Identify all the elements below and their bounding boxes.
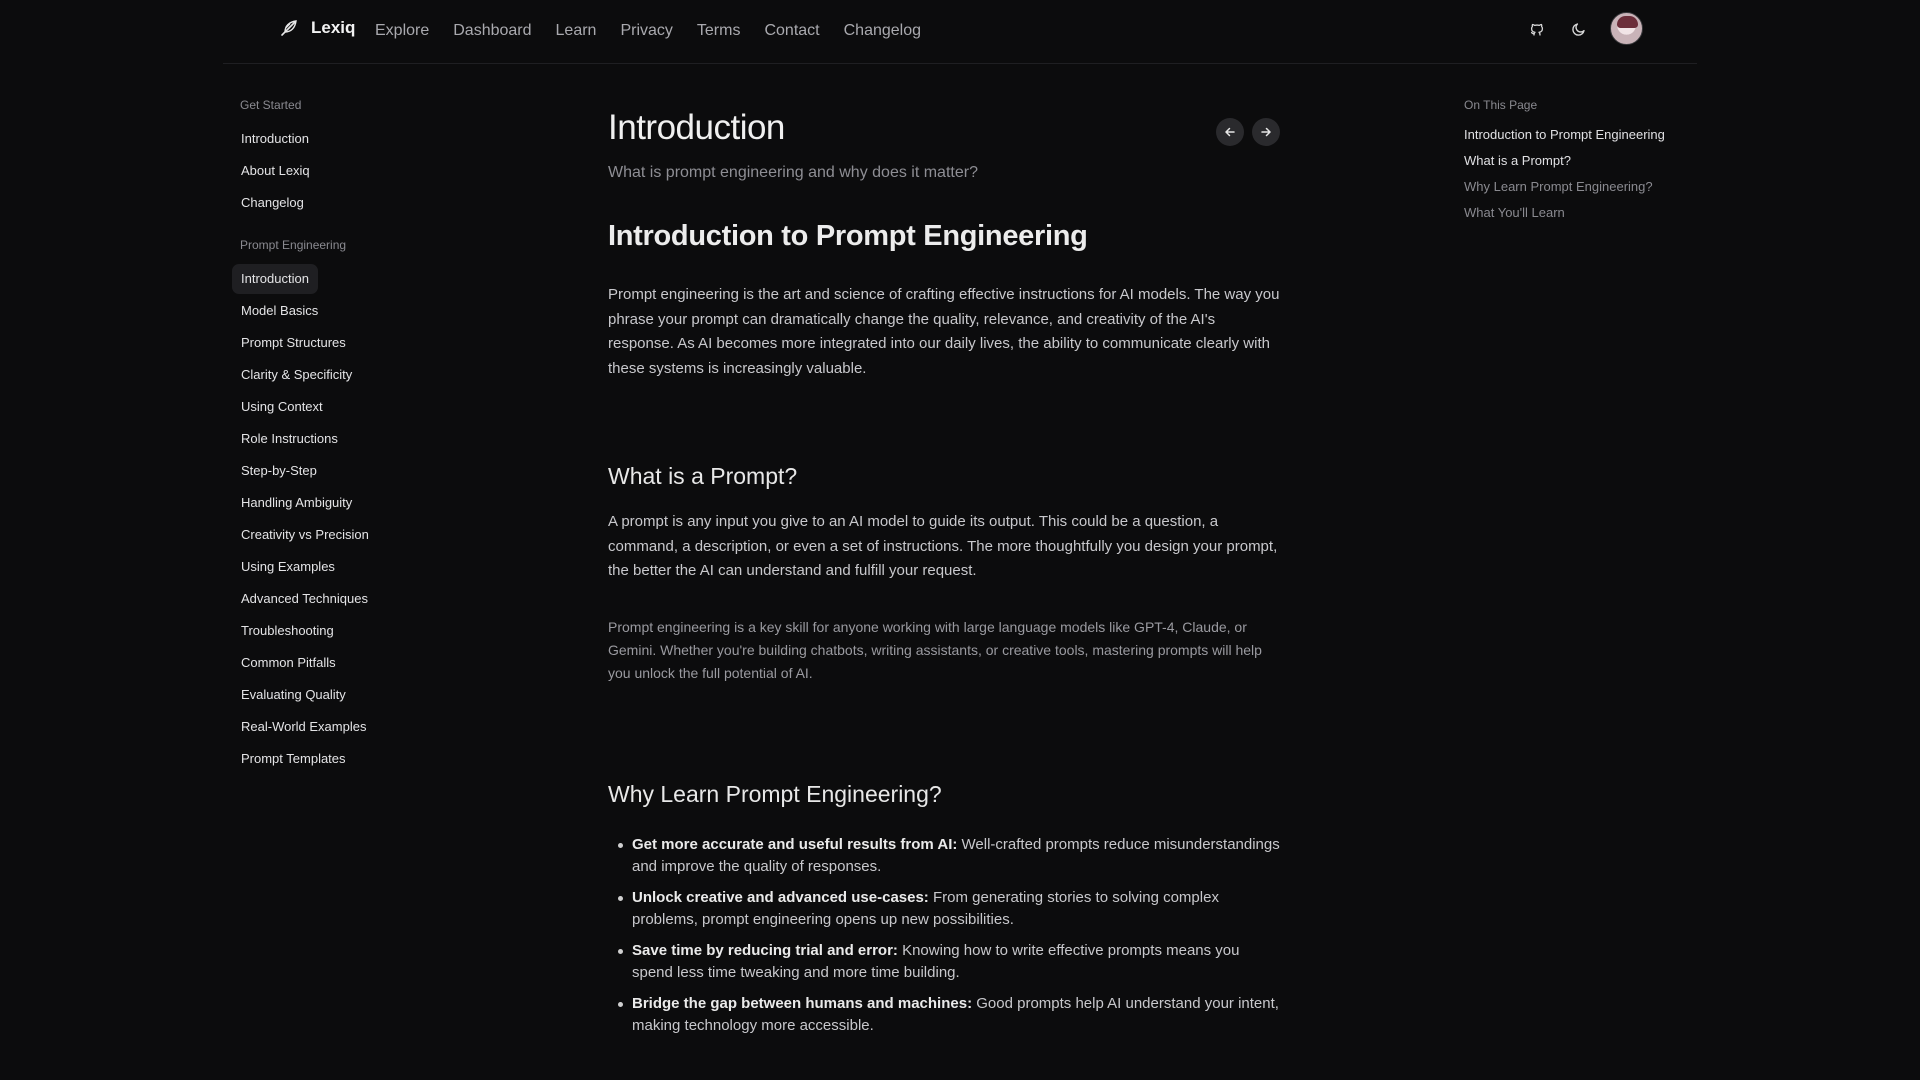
bullet-text: From generating stories to solving complex problems, prompt engineering opens up new possibilities.: [632, 888, 1219, 928]
list-item: [608, 993, 1280, 1038]
sidebar-item-role-instructions[interactable]: Role Instructions: [241, 431, 338, 446]
toc-item[interactable]: Introduction to Prompt Engineering: [1464, 127, 1665, 142]
toc-title: On This Page: [1464, 98, 1538, 112]
page-subtitle: What is prompt engineering and why does it matter?: [608, 164, 978, 181]
theme-toggle-button[interactable]: [1568, 18, 1590, 40]
sidebar-item-step-by-step[interactable]: Step-by-Step: [241, 463, 317, 478]
brand[interactable]: [279, 18, 355, 38]
sidebar-item-using-examples[interactable]: Using Examples: [241, 559, 335, 574]
sidebar-item-changelog[interactable]: Changelog: [241, 195, 304, 210]
bullet-bold: Save time by reducing trial and error:: [632, 941, 898, 959]
page-title: Introduction: [608, 108, 785, 147]
arrow-left-icon: [1223, 125, 1237, 139]
sidebar-item-creativity-vs-precision[interactable]: Creativity vs Precision: [241, 527, 369, 542]
sidebar-item-clarity-specificity[interactable]: Clarity & Specificity: [241, 367, 353, 382]
prompt-paragraph: A prompt is any input you give to an AI model to guide its output. This could be a question, a command, a description, or even a set of instructions. The more thoughtfully you design your prompt, the better the AI can understand and fulfill your request.: [608, 513, 1278, 579]
nav-terms[interactable]: Terms: [696, 22, 741, 39]
bullet-bold: Unlock creative and advanced use-cases:: [632, 888, 929, 906]
sidebar-item-handling-ambiguity[interactable]: Handling Ambiguity: [241, 495, 353, 510]
sidebar-item-evaluating-quality[interactable]: Evaluating Quality: [241, 687, 346, 702]
prompt-note-paragraph: Prompt engineering is a key skill for anyone working with large language models like GPT-4, Claude, or Gemini. Whether you're building chatbots, writing assistants, or creative tools, mastering prompts will help you unlock the full potential of AI.: [608, 618, 1262, 681]
nav-dashboard[interactable]: Dashboard: [453, 22, 532, 39]
toc-item[interactable]: What is a Prompt?: [1464, 153, 1571, 168]
nav-explore[interactable]: Explore: [375, 22, 430, 39]
next-page-button[interactable]: [1252, 118, 1280, 146]
nav-privacy[interactable]: Privacy: [620, 22, 673, 39]
moon-icon: [1571, 21, 1587, 37]
brand-name: Lexiq: [311, 18, 356, 37]
list-item: [608, 834, 1280, 879]
toc-item[interactable]: What You'll Learn: [1464, 205, 1565, 220]
sidebar-item-prompt-structures[interactable]: Prompt Structures: [241, 335, 346, 350]
sidebar-list-prompt-engineering: [232, 264, 432, 774]
bullet-text: Well-crafted prompts reduce misunderstandings and improve the quality of responses.: [632, 835, 1280, 875]
sidebar-item-about-lexiq[interactable]: About Lexiq: [241, 163, 310, 178]
sidebar-group-title-get-started: Get Started: [240, 98, 302, 112]
on-this-page-toc: [1464, 96, 1684, 230]
sidebar-list-get-started: [232, 124, 432, 218]
sidebar-item-introduction[interactable]: Introduction: [232, 264, 318, 294]
sidebar-item-real-world-examples[interactable]: Real-World Examples: [241, 719, 367, 734]
top-navbar: [223, 0, 1697, 64]
bullet-text: Knowing how to write effective prompts means you spend less time tweaking and more time building.: [632, 941, 1240, 981]
list-item: [608, 940, 1280, 985]
toc-item[interactable]: Why Learn Prompt Engineering?: [1464, 179, 1653, 194]
user-avatar[interactable]: [1610, 12, 1643, 45]
sidebar-item-introduction[interactable]: Introduction: [241, 131, 309, 146]
github-button[interactable]: [1526, 18, 1548, 40]
sidebar-item-model-basics[interactable]: Model Basics: [241, 303, 319, 318]
sidebar-group-title-prompt-engineering: Prompt Engineering: [240, 238, 347, 252]
section-heading-what-is-prompt: What is a Prompt?: [608, 463, 798, 489]
section-heading-why-learn: Why Learn Prompt Engineering?: [608, 780, 942, 807]
nav-contact[interactable]: Contact: [764, 22, 820, 39]
main-content: [608, 108, 1280, 1046]
nav-learn[interactable]: Learn: [555, 22, 597, 39]
intro-paragraph: Prompt engineering is the art and science of crafting effective instructions for AI models. The way you phrase your prompt can dramatically change the quality, relevance, and creativity of the AI's response. As AI becomes more integrated into our daily lives, the ability to communicate clearly with these systems is increasingly valuable.: [608, 286, 1280, 377]
sidebar-item-advanced-techniques[interactable]: Advanced Techniques: [241, 591, 368, 606]
bullet-bold: Bridge the gap between humans and machines:: [632, 994, 973, 1012]
list-item: [608, 887, 1280, 932]
left-sidebar: [232, 96, 432, 776]
sidebar-item-using-context[interactable]: Using Context: [241, 399, 323, 414]
arrow-right-icon: [1259, 125, 1273, 139]
sidebar-item-troubleshooting[interactable]: Troubleshooting: [241, 623, 334, 638]
sidebar-item-prompt-templates[interactable]: Prompt Templates: [241, 751, 346, 766]
toc-list: [1464, 126, 1684, 222]
feather-icon: [279, 18, 299, 38]
github-icon: [1529, 21, 1545, 37]
section-heading-introduction: Introduction to Prompt Engineering: [608, 220, 1088, 252]
why-learn-list: [608, 834, 1280, 1038]
bullet-bold: Get more accurate and useful results from AI:: [632, 835, 958, 853]
main-nav: [375, 22, 921, 40]
nav-changelog[interactable]: Changelog: [843, 22, 922, 39]
sidebar-item-common-pitfalls[interactable]: Common Pitfalls: [241, 655, 336, 670]
previous-page-button[interactable]: [1216, 118, 1244, 146]
top-actions: [1526, 12, 1643, 45]
bullet-text: Good prompts help AI understand your intent, making technology more accessible.: [632, 994, 1279, 1034]
page-pager: [1216, 118, 1280, 146]
